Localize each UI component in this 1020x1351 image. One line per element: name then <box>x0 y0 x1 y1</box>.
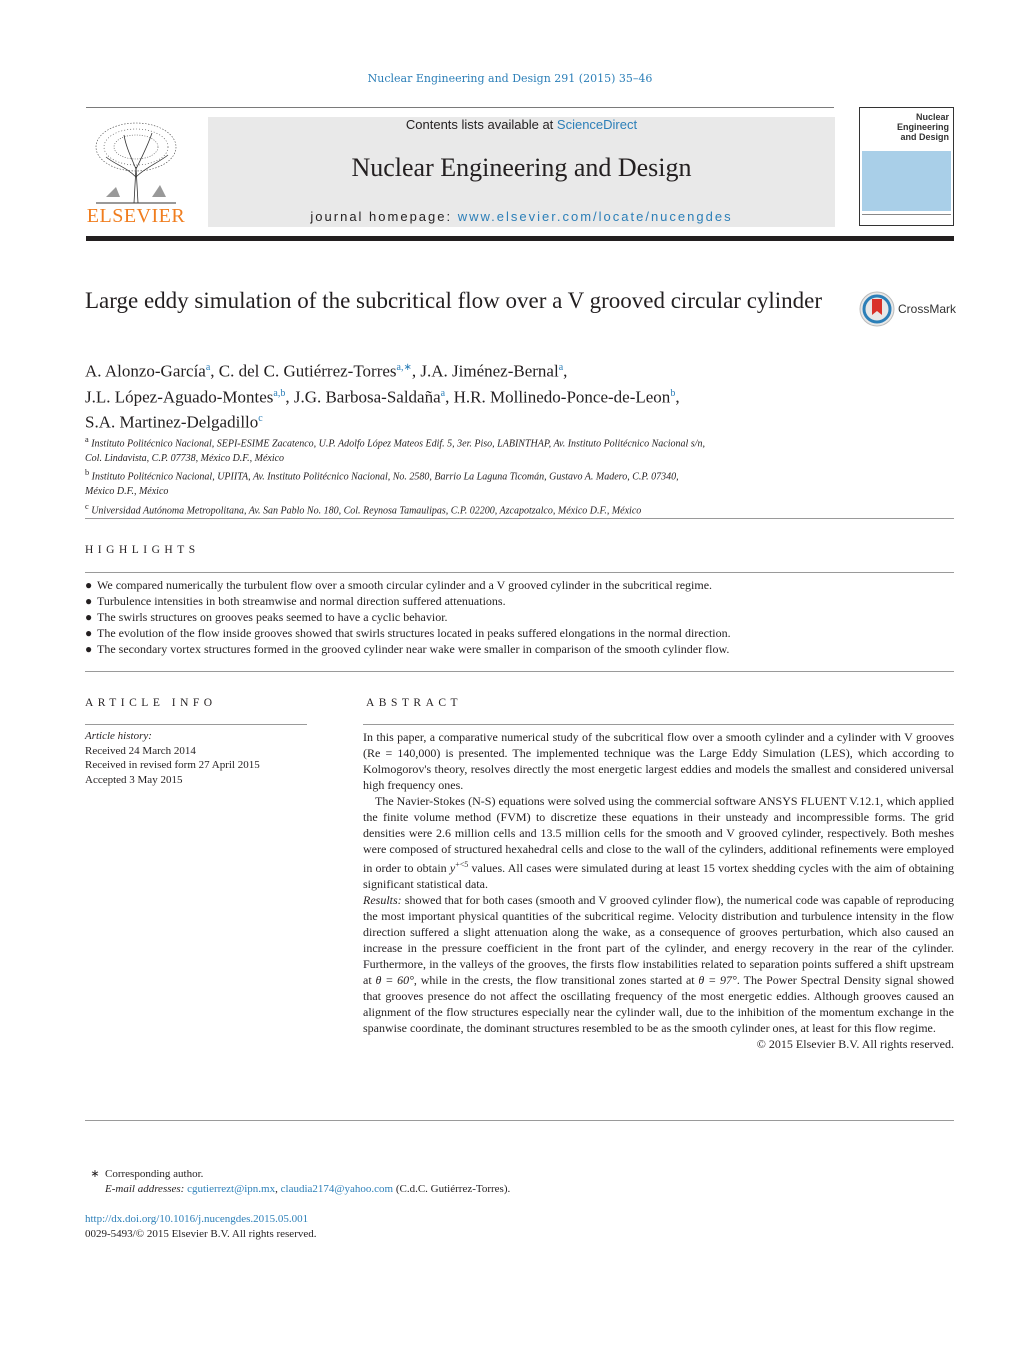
affiliation-mark: a <box>85 435 89 444</box>
abstract-paragraph <box>363 793 954 892</box>
cover-title-line1: Nuclear Engineering <box>896 112 949 132</box>
author-line <box>85 357 945 383</box>
author-list <box>85 357 945 434</box>
homepage-link[interactable]: www.elsevier.com/locate/nucengdes <box>457 209 733 224</box>
divider <box>85 1120 954 1121</box>
homepage-line <box>208 209 835 224</box>
footnote-mark: ∗ <box>90 1168 100 1180</box>
bullet-icon: ● <box>85 610 93 624</box>
highlight-text: Turbulence intensities in both streamwise and normal direction suffered attenuations. <box>97 594 506 608</box>
footnote-text: Corresponding author. <box>105 1168 204 1180</box>
list-item <box>85 641 955 657</box>
cover-title-line2: and Design <box>900 132 949 142</box>
article-info <box>85 729 307 787</box>
author-affiliation-mark[interactable]: a <box>440 387 446 399</box>
crossmark-icon <box>858 290 896 328</box>
elsevier-logo[interactable] <box>86 117 186 227</box>
contents-prefix: Contents lists available at <box>405 117 557 132</box>
revised-date: Received in revised form 27 April 2015 <box>85 759 260 771</box>
author-affiliation-mark[interactable]: a <box>558 362 564 373</box>
crossmark-badge[interactable] <box>858 290 958 330</box>
author-name[interactable]: C. del C. Gutiérrez-Torres <box>218 361 397 381</box>
email-owner: (C.d.C. Gutiérrez-Torres). <box>395 1183 511 1195</box>
divider <box>363 724 954 725</box>
affiliation-b-cont: México D.F., México <box>85 486 169 498</box>
math-superscript: +<5 <box>455 860 469 869</box>
abstract-body <box>363 729 954 1052</box>
author-separator: , <box>210 361 219 381</box>
footnotes <box>85 1167 945 1197</box>
copyright-notice: © 2015 Elsevier B.V. All rights reserved. <box>756 1037 954 1051</box>
author-separator: , <box>411 361 421 381</box>
bullet-icon: ● <box>85 626 93 640</box>
abstract-heading: ABSTRACT <box>366 697 463 709</box>
email-link[interactable]: cgutierrezt@ipn.mx <box>187 1183 276 1195</box>
author-name[interactable]: A. Alonzo-García <box>85 361 206 381</box>
author-name[interactable]: J.A. Jiménez-Bernal <box>420 361 559 381</box>
author-line <box>85 383 945 409</box>
affiliation-c <box>85 500 945 519</box>
author-name[interactable]: J.L. López-Aguado-Montes <box>85 387 274 407</box>
cover-title <box>869 112 949 142</box>
list-item <box>85 577 955 593</box>
author-separator: , <box>675 387 680 407</box>
contents-line <box>208 117 835 132</box>
highlights-list <box>85 577 955 657</box>
elsevier-wordmark: ELSEVIER <box>86 205 186 227</box>
author-affiliation-mark[interactable]: c <box>258 413 263 425</box>
received-date: Received 24 March 2014 <box>85 744 196 757</box>
divider <box>85 572 954 573</box>
abstract-text: The Navier-Stokes (N-S) equations were solved using the commercial software ANSYS FLUENT V.12.1, which applied the finite volume method (FVM) to discretize these equations in their unsteady and incompressible forms. The grid densities were 2.6 million cells and 13.5 million cells for the smooth and V grooved cylinder, respectively. Both meshes were composed of structured hexahedral cells and close to the wall of the cylinders, additional refinements were employed in order to obtain <box>363 794 954 875</box>
bullet-icon: ● <box>85 642 93 656</box>
author-name[interactable]: S.A. Martinez-Delgadillo <box>85 412 259 432</box>
doi-block <box>85 1212 945 1242</box>
highlight-text: The secondary vortex structures formed in the grooved cylinder near wake were smaller in comparison of the smooth cylinder flow. <box>97 642 730 656</box>
article-info-heading: ARTICLE INFO <box>85 697 217 709</box>
abstract-text: values. All cases were simulated during at least 15 vortex shedding cycles with the aim of obtaining significant statistical data. <box>363 861 954 891</box>
affiliation-text: Instituto Politécnico Nacional, SEPI-ESIME Zacatenco, U.P. Adolfo López Mateos Edif. 5, 3er. Piso, LABINTHAP, Av. Instituto Politécnico Nacional s/n, <box>91 438 705 450</box>
highlights-heading: HIGHLIGHTS <box>85 544 200 556</box>
article-title: Large eddy simulation of the subcritical flow over a V grooved circular cylinder <box>85 288 823 313</box>
journal-citation[interactable]: Nuclear Engineering and Design 291 (2015) 35–46 <box>367 72 653 85</box>
journal-masthead <box>208 117 835 227</box>
email-note: E-mail addresses: cgutierrezt@ipn.mx, claudia2174@yahoo.com (C.d.C. Gutiérrez-Torres). <box>105 1183 511 1195</box>
author-affiliation-mark[interactable]: b <box>670 387 676 399</box>
masthead-bottom-rule <box>86 236 954 241</box>
affiliation-a-cont: Col. Lindavista, C.P. 07738, México D.F., México <box>85 452 285 464</box>
cover-image <box>862 151 951 211</box>
bullet-icon: ● <box>85 594 93 608</box>
history-label: Article history: <box>85 730 152 742</box>
cover-footer <box>862 214 951 221</box>
results-label: Results: <box>363 893 402 907</box>
accepted-date: Accepted 3 May 2015 <box>85 773 183 786</box>
divider <box>85 724 307 725</box>
author-affiliation-mark[interactable]: a <box>205 362 211 373</box>
author-separator: , <box>445 387 454 407</box>
author-name[interactable]: H.R. Mollinedo-Ponce-de-Leon <box>453 387 671 407</box>
issn-line: 0029-5493/© 2015 Elsevier B.V. All rights reserved. <box>85 1228 317 1240</box>
author-affiliation-mark[interactable]: a,b <box>273 387 286 399</box>
highlight-text: The swirls structures on grooves peaks seemed to have a cyclic behavior. <box>97 610 448 624</box>
list-item <box>85 609 955 625</box>
abstract-text: . The Power Spectral Density signal showed that grooves presence do not affect the oscillating frequency of the most energetic eddies. Although grooves caused an alignment of the flow structures especially near the cylinder wall, due to the inhibition of the momentum exchange in the spanwise coordinate, the dominant structures resembled to be as the smooth cylinder ones, at least for this flow regime. <box>363 973 955 1035</box>
abstract-paragraph: In this paper, a comparative numerical study of the subcritical flow over a smooth cylinder and a cylinder with V grooves (Re = 140,000) is presented. The implemented technique was the Large Eddy Simulation (LES), which according to Kolmogorov's theory, resolves directly the most energetic largest eddies and models the smallest and considered universal high frequency ones. <box>363 730 954 792</box>
author-affiliation-mark[interactable]: a,∗ <box>396 362 412 373</box>
list-item <box>85 593 955 609</box>
email-label: E-mail addresses: <box>105 1183 185 1195</box>
affiliation-b <box>85 466 945 485</box>
math-expression: θ = 97° <box>698 973 737 987</box>
math-expression: θ = 60° <box>375 973 414 987</box>
affiliation-text: Universidad Autónoma Metropolitana, Av. San Pablo No. 180, Col. Reynosa Tamaulipas, C.P. 02200, Azcapotzalco, México D.F., México <box>91 504 642 516</box>
abstract-text: showed that for both cases (smooth and V grooved cylinder flow), the numerical code was capable of reproducing the most important physical quantities of the subcritical regime. Velocity distribution and turbulence intensity in the flow direction suffered a slight attenuation along the wake, as a consequence of grooves perturbation, which also caused an increase in the pressure coefficient in the front part of the cylinder, and energy recovery in the rear of the cylinder. Furthermore, in the valleys of the grooves, the firsts flow instabilities related to separation points suffered a shift upstream at <box>363 893 954 987</box>
author-separator: , <box>563 361 568 381</box>
math-variable: y <box>449 861 456 875</box>
abstract-text: , while in the crests, the flow transitional zones started at <box>413 973 699 987</box>
sciencedirect-link[interactable]: ScienceDirect <box>556 117 638 132</box>
abstract-paragraph <box>363 892 954 1036</box>
highlight-text: The evolution of the flow inside grooves showed that swirls structures located in peaks suffered elongations in the normal direction. <box>97 626 731 640</box>
elsevier-tree-icon <box>86 117 186 205</box>
author-line <box>85 408 945 434</box>
email-link[interactable]: claudia2174@yahoo.com <box>280 1183 394 1195</box>
journal-name: Nuclear Engineering and Design <box>351 153 692 182</box>
divider <box>85 518 954 519</box>
highlight-text: We compared numerically the turbulent flow over a smooth circular cylinder and a V grooved cylinder in the subcritical regime. <box>97 578 713 592</box>
affiliation-text: Instituto Politécnico Nacional, UPIITA, Av. Instituto Politécnico Nacional, No. 2580, Barrio La Laguna Ticomán, Gustavo A. Madero, C.P. 07340, <box>91 471 679 483</box>
divider <box>85 671 954 672</box>
journal-cover-thumbnail[interactable] <box>859 107 954 226</box>
list-item <box>85 625 955 641</box>
corresponding-author-note <box>85 1167 945 1182</box>
author-separator: , <box>285 387 294 407</box>
header-divider <box>86 107 834 108</box>
affiliation-a <box>85 433 945 452</box>
bullet-icon: ● <box>85 578 93 592</box>
author-name[interactable]: J.G. Barbosa-Saldaña <box>293 387 441 407</box>
homepage-prefix: journal homepage: <box>310 209 458 224</box>
affiliation-mark: c <box>85 501 89 511</box>
crossmark-label: CrossMark <box>898 302 957 316</box>
affiliations <box>85 433 945 518</box>
doi-link[interactable]: http://dx.doi.org/10.1016/j.nucengdes.2015.05.001 <box>85 1213 309 1225</box>
affiliation-mark: b <box>85 468 90 478</box>
